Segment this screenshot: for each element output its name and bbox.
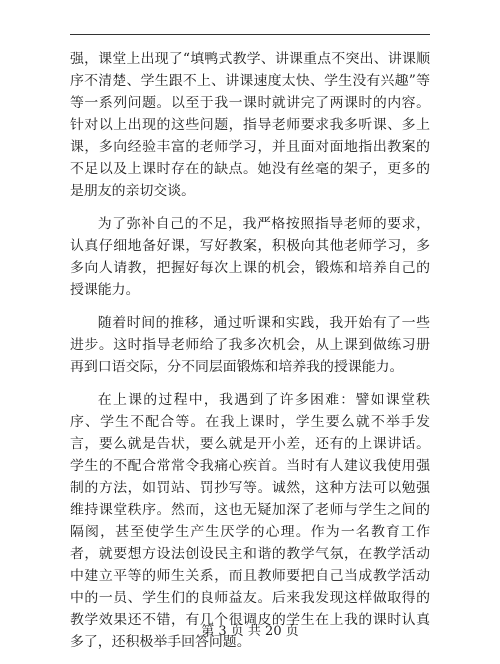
paragraph-4: 在上课的过程中，我遇到了许多困难：譬如课堂秩序、学生不配合等。在我上课时，学生要么就不举手发言，要么就是告状，要么就是开小差，还有的上课讲话。学生的不配合常常令我痛心疾首。当时有人建议我使用强制的方法，如罚站、罚抄写等。诚然，这种方法可以勉强维持课堂秩序。然而，这也无疑加深了老师与学生之间的隔阂，甚至使学生产生厌学的心理。作为一名教育工作者，就要想方设法创设民主和谐的教学气氛，在教学活动中建立平等的师生关系，而且教师要把自己当成教学活动中的一员、学生们的良师益友。后来我发现这样做取得的教学效果还不错，有几个很调皮的学生在上我的课时认真多了，还积极举手回答问题。 — [70, 392, 430, 650]
page-number-footer: 第 3 页 共 20 页 — [201, 624, 299, 639]
paragraph-3: 随着时间的推移，通过听课和实践，我开始有了一些进步。这时指导老师给了我多次机会，从上课到做练习册再到口语交际，分不同层面锻炼和培养我的授课能力。 — [70, 315, 430, 375]
paragraph-1: 强，课堂上出现了“填鸭式教学、讲课重点不突出、讲课顺序不清楚、学生跟不上、讲课速度太快、学生没有兴趣”等等一系列问题。以至于我一课时就讲完了两课时的内容。针对以上出现的这些问题，指导老师要求我多听课、多上课，多向经验丰富的老师学习，并且面对面地指出教案的不足以及上课时存在的缺点。她没有丝毫的架子，更多的是朋友的亲切交谈。 — [70, 51, 430, 199]
header-rule — [70, 34, 430, 35]
document-body — [70, 48, 430, 664]
paragraph-2: 为了弥补自己的不足，我严格按照指导老师的要求，认真仔细地备好课，写好教案，积极向其他老师学习，多多向人请教，把握好每次上课的机会，锻炼和培养自己的授课能力。 — [70, 216, 430, 298]
